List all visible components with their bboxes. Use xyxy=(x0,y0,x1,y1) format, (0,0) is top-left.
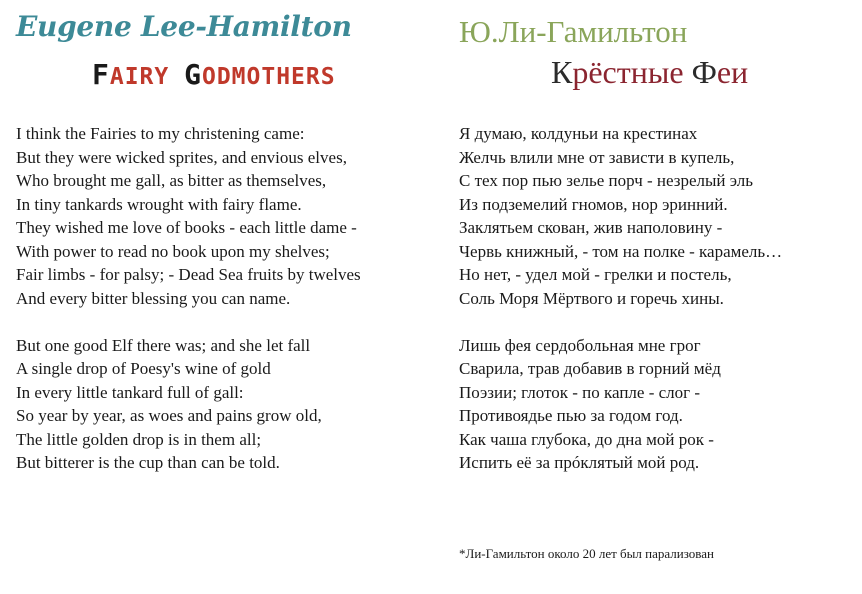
poem-line: Я думаю, колдуньи на крестинах xyxy=(459,124,698,143)
russian-title-initial-k: К xyxy=(551,54,573,90)
poem-line: With power to read no book upon my shelves; xyxy=(16,241,330,261)
english-title xyxy=(92,58,336,91)
english-title-initial-f: F xyxy=(92,58,110,91)
stanza-gap xyxy=(16,310,361,334)
poem-line: And every bitter blessing you can name. xyxy=(16,288,291,308)
poem-line: Поэзии; глоток - по капле - слог - xyxy=(459,382,701,402)
poem-line: Как чаша глубока, до дна мой рок - xyxy=(459,429,714,449)
poem-line: Заклятьем скован, жив наполовину - xyxy=(459,218,723,237)
english-poem xyxy=(16,122,361,475)
russian-author: Ю.Ли-Гамильтон xyxy=(459,14,688,49)
poem-line: They wished me love of books - each little dame - xyxy=(16,218,357,237)
poem-line: The little golden drop is in them all; xyxy=(16,429,262,449)
poem-line: Из подземелий гномов, нор эринний. xyxy=(459,194,728,214)
poem-line: But one good Elf there was; and she let fall xyxy=(16,335,311,355)
english-title-part-2: ODMOTHERS xyxy=(201,64,336,90)
poem-line: A single drop of Poesy's wine of gold xyxy=(16,359,271,378)
russian-poem xyxy=(459,122,782,475)
english-title-initial-g: G xyxy=(184,58,202,91)
russian-title-part-1: рёстные xyxy=(572,54,692,90)
english-title-part-1: AIRY xyxy=(109,64,185,90)
english-author: Eugene Lee-Hamilton xyxy=(16,10,352,43)
poem-line: Лишь фея сердобольная мне грог xyxy=(459,335,701,355)
poem-line: Желчь влили мне от зависти в купель, xyxy=(459,147,735,167)
poem-line: Сварила, трав добавив в горний мёд xyxy=(459,359,721,378)
poem-line: I think the Fairies to my christening came: xyxy=(16,124,305,143)
poem-line: In every little tankard full of gall: xyxy=(16,382,244,402)
russian-title xyxy=(551,54,748,91)
poem-line: Испить её за прóклятый мой род. xyxy=(459,453,700,472)
stanza-gap xyxy=(459,310,782,334)
poem-line: Противоядье пью за годом год. xyxy=(459,406,683,425)
poem-line: But bitterer is the cup than can be told. xyxy=(16,453,280,472)
poem-line: But they were wicked sprites, and envious elves, xyxy=(16,147,347,167)
russian-title-part-2: еи xyxy=(716,54,749,90)
poem-line: So year by year, as woes and pains grow old, xyxy=(16,406,322,425)
poem-line: Fair limbs - for palsy; - Dead Sea fruits by twelves xyxy=(16,265,361,284)
poem-line: In tiny tankards wrought with fairy flame. xyxy=(16,194,302,214)
poem-line: Но нет, - удел мой - грелки и постель, xyxy=(459,265,732,284)
poem-line: Who brought me gall, as bitter as themselves, xyxy=(16,171,327,190)
poem-line: С тех пор пью зелье порч - незрелый эль xyxy=(459,171,754,190)
russian-title-initial-f: Ф xyxy=(691,54,717,90)
poem-line: Червь книжный, - том на полке - карамель… xyxy=(459,241,783,261)
footnote: *Ли-Гамильтон около 20 лет был парализован xyxy=(459,546,714,561)
poem-line: Соль Моря Мёртвого и горечь хины. xyxy=(459,288,724,308)
